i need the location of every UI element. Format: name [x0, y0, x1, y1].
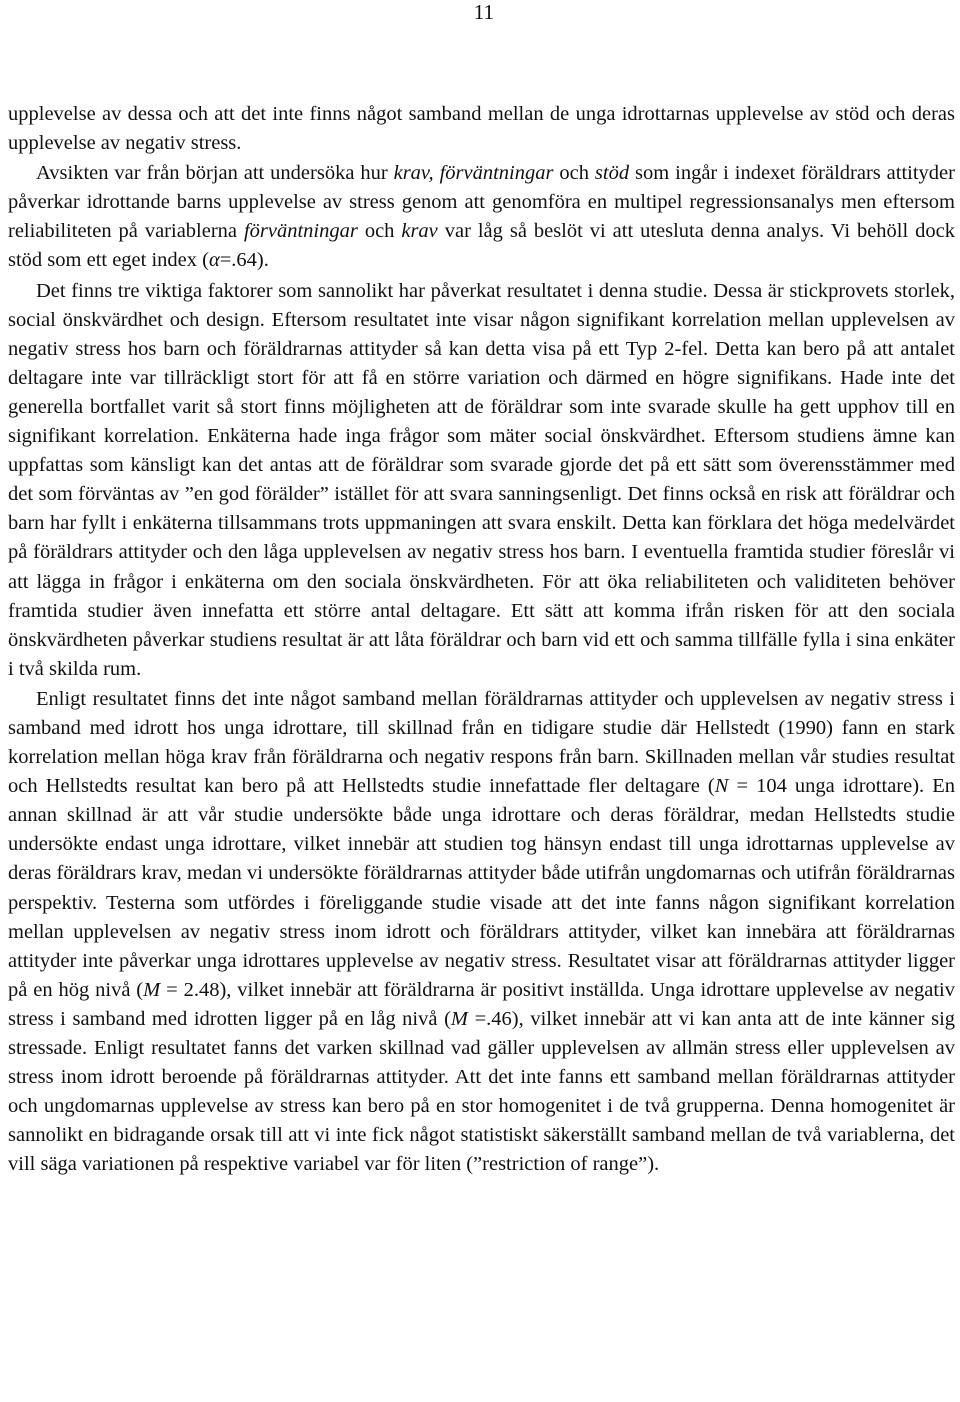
paragraph-results [8, 685, 955, 1180]
italic-symbol: α [208, 249, 220, 272]
paragraph-text: Avsikten var från början att undersöka hur [36, 162, 394, 185]
paragraph-text: som ingår i indexet föräldrars attityder påverkar idrottande barns upplevelse av stress genom att genomföra en multipel regressionsanalys men eftersom reliabiliteten på variablerna [8, 162, 955, 243]
page-number: 11 [473, 0, 494, 24]
paragraph-aim [8, 159, 955, 275]
paragraph-text: Enligt resultatet finns det inte något samband mellan föräldrarnas attityder och upplevelsen av negativ stress i samband med idrott hos unga idrottare, till skillnad från en tidigare studie där Hellstedt (1990) fann en stark korrelation mellan höga krav från föräldrarna och negativ respons från barn. Skillnaden mellan vår studies resultat och Hellstedts resultat kan bero på att Hellstedts studie innefattade fler deltagare ( [8, 687, 955, 798]
paragraph-text: =.64). [219, 249, 269, 272]
paragraph-continued [8, 100, 955, 158]
italic-symbol: N [714, 775, 729, 798]
italic-symbol: M [450, 1007, 468, 1030]
paragraph-text: =.46), vilket innebär att vi kan anta att de inte känner sig stressade. Enligt resultatet fanns det varken skillnad vad gäller upplevelsen av allmän stress eller upplevelsen av stress inom idrott beroende på föräldrarnas attityder. Att det inte fanns ett samband mellan föräldrarnas attityder och ungdomarnas upplevelse av stress kan bero på en stor homogenitet i de två grupperna. Denna homogenitet är sannolikt en bidragande orsak till att vi inte fick något statistiskt säkerställt samband mellan de två variablerna, det vill säga variationen på respektive variabel var för liten (”restriction of range”). [8, 1007, 956, 1176]
body-text [8, 100, 955, 1179]
italic-term: krav, förväntningar [393, 162, 554, 185]
italic-symbol: M [143, 978, 161, 1001]
paragraph-text: och [357, 220, 402, 243]
paragraph-text: = 2.48), vilket innebär att föräldrarna är positivt inställda. Unga idrottare upplevelse av negativ stress i samband med idrotten ligger på en låg nivå ( [8, 978, 955, 1030]
paragraph-text: var låg så beslöt vi att utesluta denna analys. Vi behöll dock stöd som ett eget index ( [8, 220, 955, 272]
paragraph-text: upplevelse av dessa och att det inte finns något samband mellan de unga idrottarnas upplevelse av stöd och deras upplevelse av negativ stress. [8, 103, 955, 155]
italic-term: förväntningar [243, 220, 358, 243]
paragraph-text: och [553, 162, 595, 185]
italic-term: stöd [594, 162, 630, 185]
italic-term: krav [401, 220, 438, 243]
paragraph-factors [8, 277, 955, 684]
paragraph-text: = 104 unga idrottare). En annan skillnad är att vår studie undersökte både unga idrottare och deras föräldrar, medan Hellstedts studie undersökte endast unga idrottare, vilket innebär att studien tog hänsyn endast till unga idrottarnas upplevelse av deras föräldrars krav, medan vi undersökte föräldrarnas attityder både utifrån ungdomarnas och utifrån föräldrarnas perspektiv. Testerna som utfördes i föreliggande studie visade att det inte fanns någon signifikant korrelation mellan upplevelsen av negativ stress inom idrott och föräldrars attityder, vilket kan innebära att föräldrarnas attityder inte påverkar unga idrottares upplevelse av negativ stress. Resultatet visar att föräldrarnas attityder ligger på en hög nivå ( [8, 775, 955, 1001]
paragraph-text: Det finns tre viktiga faktorer som sannolikt har påverkat resultatet i denna studie. Dessa är stickprovets storlek, social önskvärdhet och design. Eftersom resultatet inte visar någon signifikant korrelation mellan upplevelsen av negativ stress hos barn och föräldrarnas attityder så kan detta visa på ett Typ 2-fel. Detta kan bero på att antalet deltagare inte var tillräckligt stort för att få en större variation och därmed en högre signifikans. Hade inte det generella bortfallet varit så stort finns möjligheten att de föräldrar som inte svarade skulle ha gett upphov till en signifikant korrelation. Enkäterna hade inga frågor som mäter social önskvärdhet. Eftersom studiens ämne kan uppfattas som känsligt kan det antas att de föräldrar som svarade gjorde det på ett sätt som överensstämmer med det som förväntas av ”en god förälder” istället för att svara sanningsenligt. Det finns också en risk att föräldrar och barn har fyllt i enkäterna tillsammans trots uppmaningen att svara enskilt. Detta kan förklara det höga medelvärdet på föräldrars attityder och den låga upplevelsen av negativ stress hos barn. I eventuella framtida studier föreslår vi att lägga in frågor i enkäterna om den sociala önskvärdheten. För att öka reliabiliteten och validiteten behöver framtida studier även innefatta ett större antal deltagare. Ett sätt att komma ifrån risken för att den sociala önskvärdheten påverkar studiens resultat är att låta föräldrar och barn vid ett och samma tillfälle fylla i sina enkäter i två skilda rum. [8, 279, 955, 680]
